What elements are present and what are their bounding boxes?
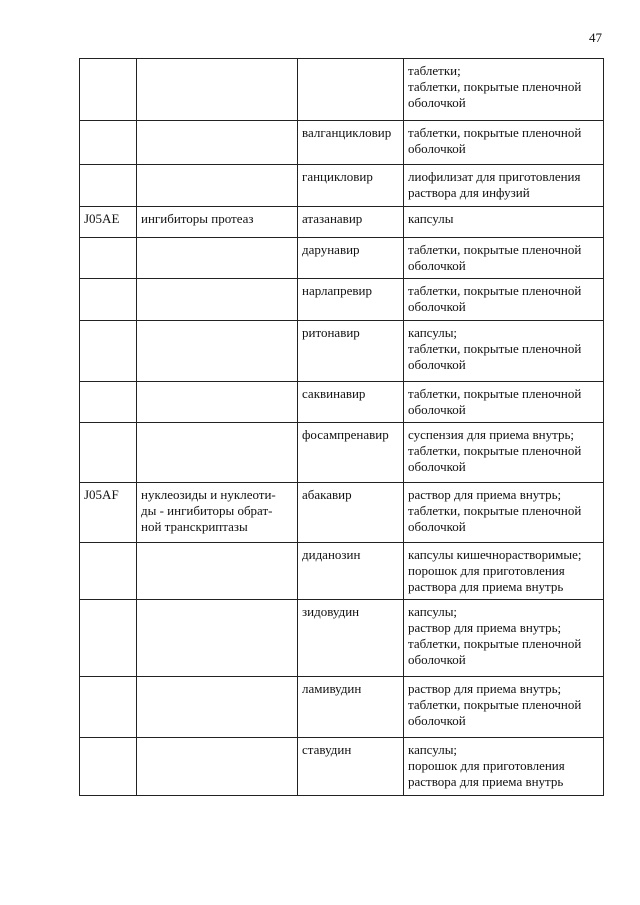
dosage-form-cell [404, 121, 604, 165]
dosage-form-line: оболочкой [408, 299, 466, 314]
dosage-form-cell [404, 207, 604, 238]
dosage-form-cell [404, 165, 604, 207]
drug-name-cell: фосампренавир [298, 423, 404, 483]
dosage-form-cell [404, 321, 604, 382]
atc-code-cell [80, 59, 137, 121]
atc-code-cell: J05AF [80, 483, 137, 543]
dosage-form-line: капсулы; [408, 325, 458, 340]
dosage-form-line: таблетки, покрытые пленочной [408, 79, 582, 94]
pharmacological-group-cell [137, 543, 298, 600]
pharmacological-group-cell [137, 483, 298, 543]
pharmacological-group-cell [137, 423, 298, 483]
page-number: 47 [589, 30, 602, 45]
dosage-form-cell [404, 600, 604, 677]
dosage-form-line: раствора для инфузий [408, 185, 530, 200]
atc-code-cell [80, 238, 137, 279]
pharmacological-group-cell [137, 121, 298, 165]
dosage-form-line: оболочкой [408, 652, 466, 667]
dosage-form-cell [404, 59, 604, 121]
dosage-form-line: суспензия для приема внутрь; [408, 427, 575, 442]
dosage-form-line: оболочкой [408, 713, 466, 728]
dosage-form-line: таблетки, покрытые пленочной [408, 386, 582, 401]
group-line: ды - ингибиторы обрат- [141, 503, 273, 518]
atc-code-cell [80, 321, 137, 382]
dosage-form-line: таблетки, покрытые пленочной [408, 697, 582, 712]
table-row [80, 600, 604, 677]
drug-name-cell: валганцикловир [298, 121, 404, 165]
dosage-form-line: капсулы; [408, 604, 458, 619]
dosage-form-line: порошок для приготовления [408, 758, 565, 773]
pharmacological-group-cell [137, 238, 298, 279]
atc-code-cell [80, 165, 137, 207]
dosage-form-line: оболочкой [408, 357, 466, 372]
atc-code-cell [80, 121, 137, 165]
table-row [80, 59, 604, 121]
dosage-form-line: оболочкой [408, 402, 466, 417]
atc-code-cell: J05AE [80, 207, 137, 238]
dosage-form-line: раствор для приема внутрь; [408, 487, 562, 502]
dosage-form-cell [404, 382, 604, 423]
group-line: ной транскриптазы [141, 519, 248, 534]
dosage-form-line: таблетки, покрытые пленочной [408, 242, 582, 257]
drug-name-cell: диданозин [298, 543, 404, 600]
dosage-form-line: таблетки, покрытые пленочной [408, 125, 582, 140]
atc-code-cell [80, 382, 137, 423]
dosage-form-cell [404, 238, 604, 279]
dosage-form-line: раствора для приема внутрь [408, 774, 564, 789]
drug-name-cell: атазанавир [298, 207, 404, 238]
table-row [80, 543, 604, 600]
table-row [80, 738, 604, 796]
pharmacological-group-cell [137, 59, 298, 121]
dosage-form-line: таблетки, покрытые пленочной [408, 283, 582, 298]
atc-code-cell [80, 738, 137, 796]
drug-name-cell: абакавир [298, 483, 404, 543]
pharmacological-group-cell [137, 738, 298, 796]
atc-code-cell [80, 279, 137, 321]
drug-name-cell: ганцикловир [298, 165, 404, 207]
dosage-form-line: таблетки; [408, 63, 461, 78]
table-body [80, 59, 604, 796]
drug-name-cell: ритонавир [298, 321, 404, 382]
dosage-form-line: раствор для приема внутрь; [408, 681, 562, 696]
dosage-form-line: капсулы; [408, 742, 458, 757]
atc-code-cell [80, 677, 137, 738]
dosage-form-cell [404, 423, 604, 483]
table-row [80, 207, 604, 238]
atc-code-cell [80, 600, 137, 677]
dosage-form-line: оболочкой [408, 95, 466, 110]
drug-name-cell: ставудин [298, 738, 404, 796]
dosage-form-cell [404, 543, 604, 600]
dosage-form-line: капсулы [408, 211, 454, 226]
dosage-form-cell [404, 677, 604, 738]
drug-name-cell: зидовудин [298, 600, 404, 677]
table-row [80, 238, 604, 279]
table-row [80, 121, 604, 165]
drug-table [79, 58, 604, 796]
dosage-form-line: оболочкой [408, 258, 466, 273]
drug-name-cell [298, 59, 404, 121]
drug-name-cell: дарунавир [298, 238, 404, 279]
drug-name-cell: нарлапревир [298, 279, 404, 321]
group-line: нуклеозиды и нуклеоти- [141, 487, 276, 502]
table-row [80, 382, 604, 423]
atc-code-cell [80, 423, 137, 483]
pharmacological-group-cell [137, 321, 298, 382]
dosage-form-line: лиофилизат для приготовления [408, 169, 581, 184]
dosage-form-cell [404, 483, 604, 543]
dosage-form-cell [404, 279, 604, 321]
table-row [80, 321, 604, 382]
table-row [80, 279, 604, 321]
pharmacological-group-cell [137, 382, 298, 423]
dosage-form-cell [404, 738, 604, 796]
dosage-form-line: таблетки, покрытые пленочной [408, 636, 582, 651]
dosage-form-line: таблетки, покрытые пленочной [408, 443, 582, 458]
dosage-form-line: оболочкой [408, 141, 466, 156]
group-line: ингибиторы протеаз [141, 211, 254, 226]
pharmacological-group-cell [137, 677, 298, 738]
dosage-form-line: таблетки, покрытые пленочной [408, 503, 582, 518]
dosage-form-line: оболочкой [408, 519, 466, 534]
table-row [80, 677, 604, 738]
table-row [80, 483, 604, 543]
pharmacological-group-cell [137, 279, 298, 321]
drug-name-cell: ламивудин [298, 677, 404, 738]
pharmacological-group-cell [137, 165, 298, 207]
dosage-form-line: таблетки, покрытые пленочной [408, 341, 582, 356]
pharmacological-group-cell [137, 600, 298, 677]
dosage-form-line: оболочкой [408, 459, 466, 474]
table-row [80, 165, 604, 207]
dosage-form-line: раствора для приема внутрь [408, 579, 564, 594]
dosage-form-line: капсулы кишечнорастворимые; [408, 547, 582, 562]
drug-name-cell: саквинавир [298, 382, 404, 423]
atc-code-cell [80, 543, 137, 600]
dosage-form-line: порошок для приготовления [408, 563, 565, 578]
table-row [80, 423, 604, 483]
dosage-form-line: раствор для приема внутрь; [408, 620, 562, 635]
pharmacological-group-cell [137, 207, 298, 238]
